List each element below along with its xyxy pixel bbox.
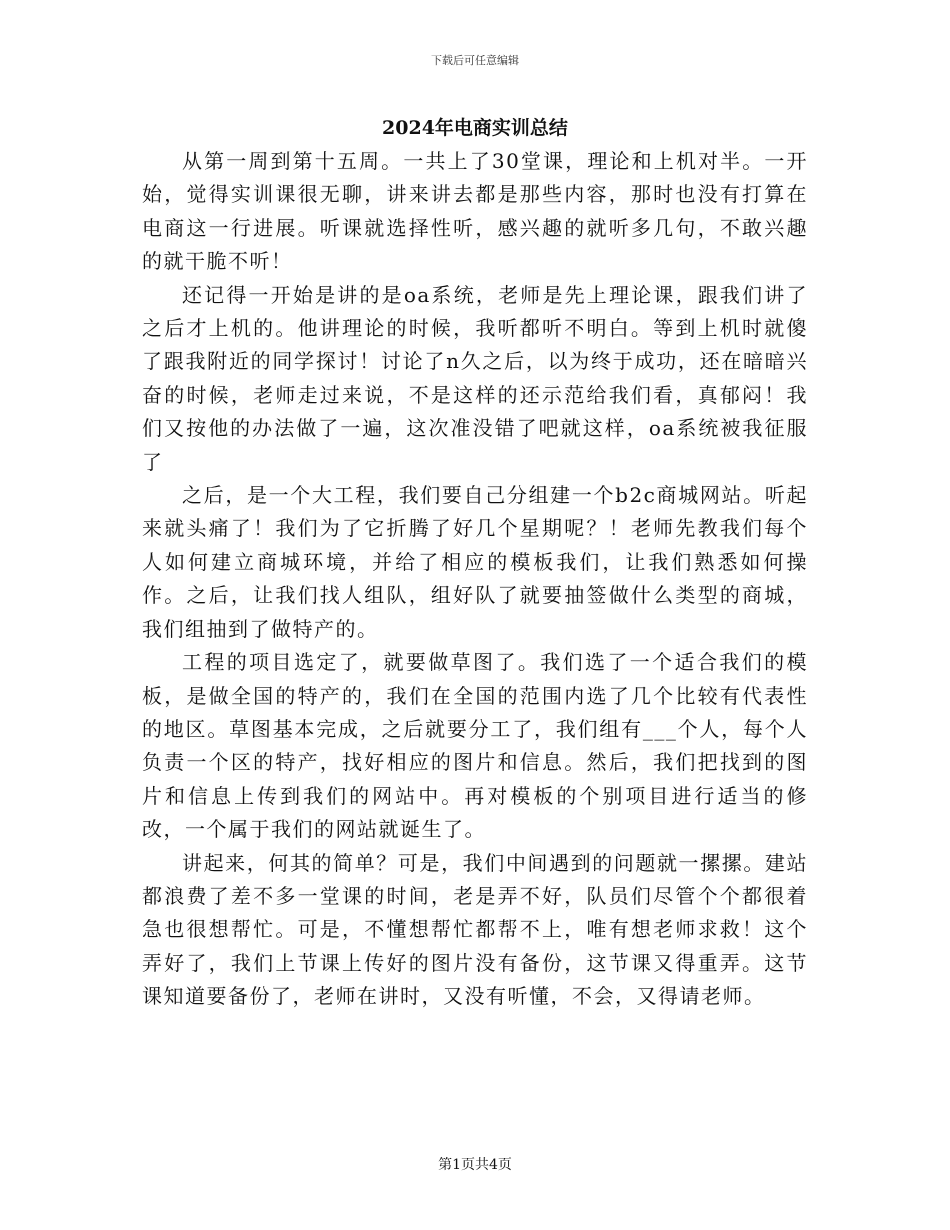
paragraph-3: 之后，是一个大工程，我们要自己分组建一个b2c商城网站。听起来就头痛了！我们为了它折腾了好几个星期呢？！老师先教我们每个人如何建立商城环境，并给了相应的模板我们，让我们熟悉如何操作。之后，让我们找人组队，组好队了就要抽签做什么类型的商城，我们组抽到了做特产的。	[142, 483, 808, 641]
paragraph-5: 讲起来，何其的简单？可是，我们中间遇到的问题就一摞摞。建站都浪费了差不多一堂课的时间，老是弄不好，队员们尽管个个都很着急也很想帮忙。可是，不懂想帮忙都帮不上，唯有想老师求救！这个弄好了，我们上节课上传好的图片没有备份，这节课又得重弄。这节课知道要备份了，老师在讲时，又没有听懂，不会，又得请老师。	[142, 850, 808, 1009]
document-title: 2024年电商实训总结	[382, 117, 568, 139]
paragraph-1: 从第一周到第十五周。一共上了30堂课，理论和上机对半。一开始，觉得实训课很无聊，讲来讲去都是那些内容，那时也没有打算在电商这一行进展。听课就选择性听，感兴趣的就听多几句，不敢兴趣的就干脆不听！	[142, 149, 808, 274]
document-body	[142, 145, 808, 1014]
page-header-note: 下载后可任意编辑	[431, 54, 519, 67]
paragraph-4: 工程的项目选定了，就要做草图了。我们选了一个适合我们的模板，是做全国的特产的，我们在全国的范围内选了几个比较有代表性的地区。草图基本完成，之后就要分工了，我们组有___个人，每个人负责一个区的特产，找好相应的图片和信息。然后，我们把找到的图片和信息上传到我们的网站中。再对模板的个别项目进行适当的修改，一个属于我们的网站就诞生了。	[142, 650, 808, 842]
page-number-footer: 第1页共4页	[438, 1157, 512, 1173]
paragraph-2: 还记得一开始是讲的是oa系统，老师是先上理论课，跟我们讲了之后才上机的。他讲理论的时候，我听都听不明白。等到上机时就傻了跟我附近的同学探讨！讨论了n久之后，以为终于成功，还在暗暗兴奋的时候，老师走过来说，不是这样的还示范给我们看，真郁闷！我们又按他的办法做了一遍，这次准没错了吧就这样，oa系统被我征服了	[142, 282, 808, 474]
